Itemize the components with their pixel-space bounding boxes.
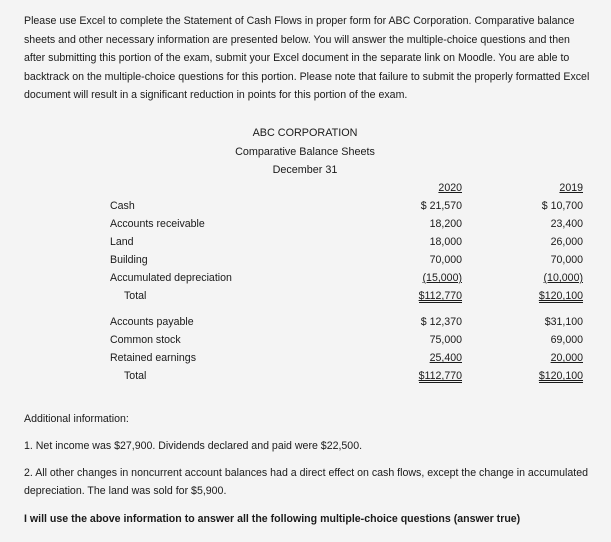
- cell-2020-cash: $ 21,570: [420, 200, 462, 212]
- row-label-assets-total: Total: [124, 290, 147, 302]
- cell-2020-building: 70,000: [429, 254, 462, 266]
- row-label-accumulated-depreciation: Accumulated depreciation: [110, 272, 232, 284]
- additional-info-item-1: 1. Net income was $27,900. Dividends declared and paid were $22,500.: [24, 440, 363, 452]
- cell-2019-retained-earnings: 20,000: [550, 352, 583, 364]
- row-label-land: Land: [110, 236, 134, 248]
- row-label-retained-earnings: Retained earnings: [110, 352, 196, 364]
- cell-2020-accounts-payable: $ 12,370: [420, 316, 462, 328]
- additional-info-title: Additional information:: [24, 413, 129, 425]
- cell-2020-land: 18,000: [429, 236, 462, 248]
- cell-2019-building: 70,000: [550, 254, 583, 266]
- cell-2020-retained-earnings: 25,400: [429, 352, 462, 364]
- row-label-liabilities-total: Total: [124, 370, 147, 382]
- row-label-building: Building: [110, 254, 148, 266]
- cell-2020-liabilities-total: $112,770: [418, 370, 462, 382]
- cell-2019-liabilities-total: $120,100: [538, 370, 583, 382]
- row-label-common-stock: Common stock: [110, 334, 181, 346]
- row-label-cash: Cash: [110, 200, 135, 212]
- instructions-paragraph: Please use Excel to complete the Statement of Cash Flows in proper form for ABC Corporation. Comparative balance sheets and other necessary information are presented below. You will answer the multiple-choice questions and then after submitting this portion of the exam, submit your Excel document in the separate link on Moodle. You are able to backtrack on the multiple-choice questions for this portion. Please note that failure to submit the properly formatted Excel document will result in a significant reduction in points for this portion of the exam.: [24, 15, 590, 102]
- cell-2019-common-stock: 69,000: [550, 334, 583, 346]
- row-label-accounts-payable: Accounts payable: [110, 316, 194, 328]
- company-name: ABC CORPORATION: [252, 127, 358, 139]
- cell-2020-assets-total: $112,770: [418, 290, 462, 302]
- closing-statement: I will use the above information to answer all the following multiple-choice questions (answer true): [24, 513, 521, 525]
- cell-2019-cash: $ 10,700: [541, 200, 583, 212]
- column-header-2019: 2019: [559, 182, 583, 194]
- cell-2019-accounts-payable: $31,100: [544, 316, 583, 328]
- additional-info-item-2: 2. All other changes in noncurrent account balances had a direct effect on cash flows, except the change in accumulated depreciation. The land was sold for $5,900.: [24, 467, 588, 497]
- cell-2019-assets-total: $120,100: [538, 290, 583, 302]
- cell-2019-accumulated-depreciation: (10,000): [543, 272, 583, 284]
- row-label-accounts-receivable: Accounts receivable: [110, 218, 205, 230]
- statement-title: Comparative Balance Sheets: [235, 146, 375, 158]
- column-header-2020: 2020: [438, 182, 462, 194]
- statement-date: December 31: [272, 164, 338, 176]
- cell-2020-accumulated-depreciation: (15,000): [422, 272, 462, 284]
- cell-2020-accounts-receivable: 18,200: [429, 218, 462, 230]
- cell-2019-land: 26,000: [550, 236, 583, 248]
- cell-2019-accounts-receivable: 23,400: [550, 218, 583, 230]
- cell-2020-common-stock: 75,000: [429, 334, 462, 346]
